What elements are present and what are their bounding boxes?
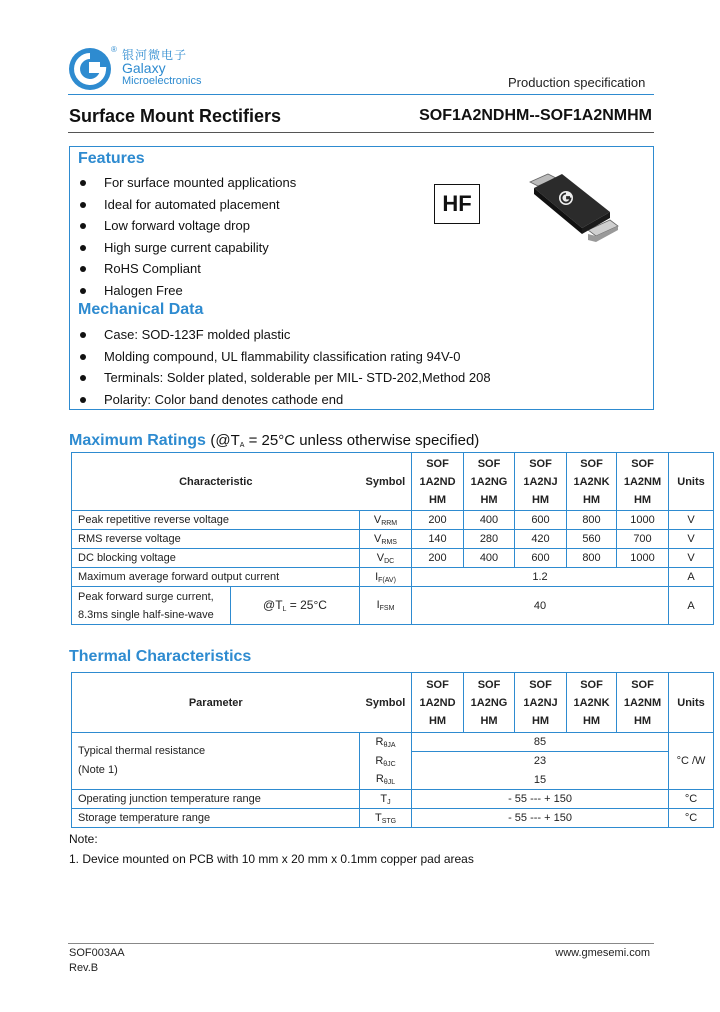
col-characteristic: Characteristic: [72, 453, 360, 511]
cell-value: - 55 --- + 150: [412, 790, 669, 809]
row-symbol: $V_{RMS}$: [360, 530, 412, 549]
cell-unit: °C: [669, 790, 714, 809]
cell-unit: °C /W: [669, 733, 714, 790]
company-subname: Microelectronics: [122, 75, 202, 87]
mechanical-list: [70, 324, 630, 410]
table-row: [72, 809, 714, 828]
company-logo: [66, 42, 122, 96]
cell-unit: A: [669, 568, 714, 587]
max-ratings-heading: Maximum Ratings: [69, 432, 206, 449]
row-label: Operating junction temperature range: [72, 790, 360, 809]
thermal-title: Thermal Characteristics: [69, 648, 252, 665]
row-condition: $@T_L = 25^\circ C$: [231, 587, 360, 625]
row-symbol: $T_J$: [360, 790, 412, 809]
website-link[interactable]: www.gmesemi.com: [555, 947, 650, 959]
row-symbol: $T_{STG}$: [360, 809, 412, 828]
features-heading: Features: [78, 150, 145, 167]
table-row: [72, 733, 714, 752]
cell-unit: V: [669, 530, 714, 549]
row-label: Maximum average forward output current: [72, 568, 360, 587]
cell-value: 800: [567, 549, 617, 568]
cell-value: 400: [464, 511, 515, 530]
row-label: Peak forward surge current, 8.3ms single half-sine-wave: [72, 587, 231, 625]
col-part: SOF 1A2NM HM: [617, 453, 669, 511]
cell-value: 280: [464, 530, 515, 549]
cell-value: 85: [412, 733, 669, 752]
table-row: [72, 568, 714, 587]
col-part: SOF 1A2NJ HM: [515, 453, 567, 511]
list-item: Molding compound, UL flammability classification rating 94V-0: [70, 346, 630, 368]
row-label: DC blocking voltage: [72, 549, 360, 568]
company-name: Galaxy: [122, 60, 166, 76]
company-name-cn: 银河微电子: [122, 48, 188, 62]
row-label: Peak repetitive reverse voltage: [72, 511, 360, 530]
spec-type: Production specification: [508, 75, 646, 90]
col-units: Units: [669, 453, 714, 511]
cell-unit: A: [669, 587, 714, 625]
cell-value: 15: [412, 771, 669, 790]
row-symbol: $R_{\theta JA}$: [360, 733, 412, 752]
row-label: Storage temperature range: [72, 809, 360, 828]
svg-text:®: ®: [111, 45, 117, 54]
cell-value: 560: [567, 530, 617, 549]
col-part: SOF 1A2ND HM: [412, 673, 464, 733]
row-label: Typical thermal resistance (Note 1): [72, 733, 360, 790]
cell-value: 40: [412, 587, 669, 625]
list-item: Low forward voltage drop: [70, 215, 430, 237]
cell-value: 200: [412, 511, 464, 530]
cell-value: 1000: [617, 549, 669, 568]
footer-divider: [68, 943, 654, 944]
cell-unit: V: [669, 549, 714, 568]
col-part: SOF 1A2NG HM: [464, 673, 515, 733]
cell-value: 420: [515, 530, 567, 549]
row-symbol: $V_{DC}$: [360, 549, 412, 568]
cell-value: 600: [515, 549, 567, 568]
cell-value: 700: [617, 530, 669, 549]
col-parameter: Parameter: [72, 673, 360, 733]
cell-value: 600: [515, 511, 567, 530]
row-symbol: $R_{\theta JL}$: [360, 771, 412, 790]
max-ratings-title: [69, 432, 479, 450]
list-item: RoHS Compliant: [70, 258, 430, 280]
list-item: For surface mounted applications: [70, 172, 430, 194]
table-header-row: [72, 453, 714, 511]
title-divider: [68, 132, 654, 133]
cell-value: 140: [412, 530, 464, 549]
revision: Rev.B: [69, 962, 99, 974]
list-item: Terminals: Solder plated, solderable per MIL- STD-202,Method 208: [70, 367, 630, 389]
max-ratings-condition: ($@T_A = 25^\circ C$ unless otherwise specified): [210, 432, 480, 449]
cell-value: 1.2: [412, 568, 669, 587]
notes-heading: Note:: [69, 832, 98, 846]
mechanical-heading: Mechanical Data: [78, 301, 204, 318]
col-part: SOF 1A2NK HM: [567, 453, 617, 511]
table-row: [72, 790, 714, 809]
col-symbol: Symbol: [360, 453, 412, 511]
cell-value: 200: [412, 549, 464, 568]
col-part: SOF 1A2ND HM: [412, 453, 464, 511]
cell-value: 1000: [617, 511, 669, 530]
list-item: High surge current capability: [70, 237, 430, 259]
cell-value: 800: [567, 511, 617, 530]
max-ratings-table: [71, 452, 714, 625]
col-part: SOF 1A2NK HM: [567, 673, 617, 733]
list-item: Halogen Free: [70, 280, 430, 302]
col-part: SOF 1A2NJ HM: [515, 673, 567, 733]
part-range: SOF1A2NDHM--SOF1A2NMHM: [419, 107, 652, 124]
row-symbol: $I_{F(AV)}$: [360, 568, 412, 587]
cell-value: 400: [464, 549, 515, 568]
table-row: [72, 549, 714, 568]
halogen-free-badge: HF: [434, 184, 480, 224]
row-symbol: $V_{RRM}$: [360, 511, 412, 530]
cell-unit: °C: [669, 809, 714, 828]
list-item: Case: SOD-123F molded plastic: [70, 324, 630, 346]
col-units: Units: [669, 673, 714, 733]
note-item: 1. Device mounted on PCB with 10 mm x 20 mm x 0.1mm copper pad areas: [69, 852, 474, 866]
table-row: [72, 511, 714, 530]
package-image: [526, 168, 622, 248]
header-divider: [68, 94, 654, 95]
doc-code: SOF003AA: [69, 947, 125, 959]
thermal-table: [71, 672, 714, 828]
cell-value: - 55 --- + 150: [412, 809, 669, 828]
table-row: [72, 587, 714, 625]
table-header-row: [72, 673, 714, 733]
col-symbol: Symbol: [360, 673, 412, 733]
row-label: RMS reverse voltage: [72, 530, 360, 549]
col-part: SOF 1A2NG HM: [464, 453, 515, 511]
col-part: SOF 1A2NM HM: [617, 673, 669, 733]
table-row: [72, 530, 714, 549]
list-item: Ideal for automated placement: [70, 194, 430, 216]
row-symbol: $R_{\theta JC}$: [360, 752, 412, 771]
cell-value: 23: [412, 752, 669, 771]
page-title: Surface Mount Rectifiers: [69, 106, 282, 126]
cell-unit: V: [669, 511, 714, 530]
list-item: Polarity: Color band denotes cathode end: [70, 389, 630, 411]
features-list: [70, 172, 430, 302]
row-symbol: $I_{FSM}$: [360, 587, 412, 625]
